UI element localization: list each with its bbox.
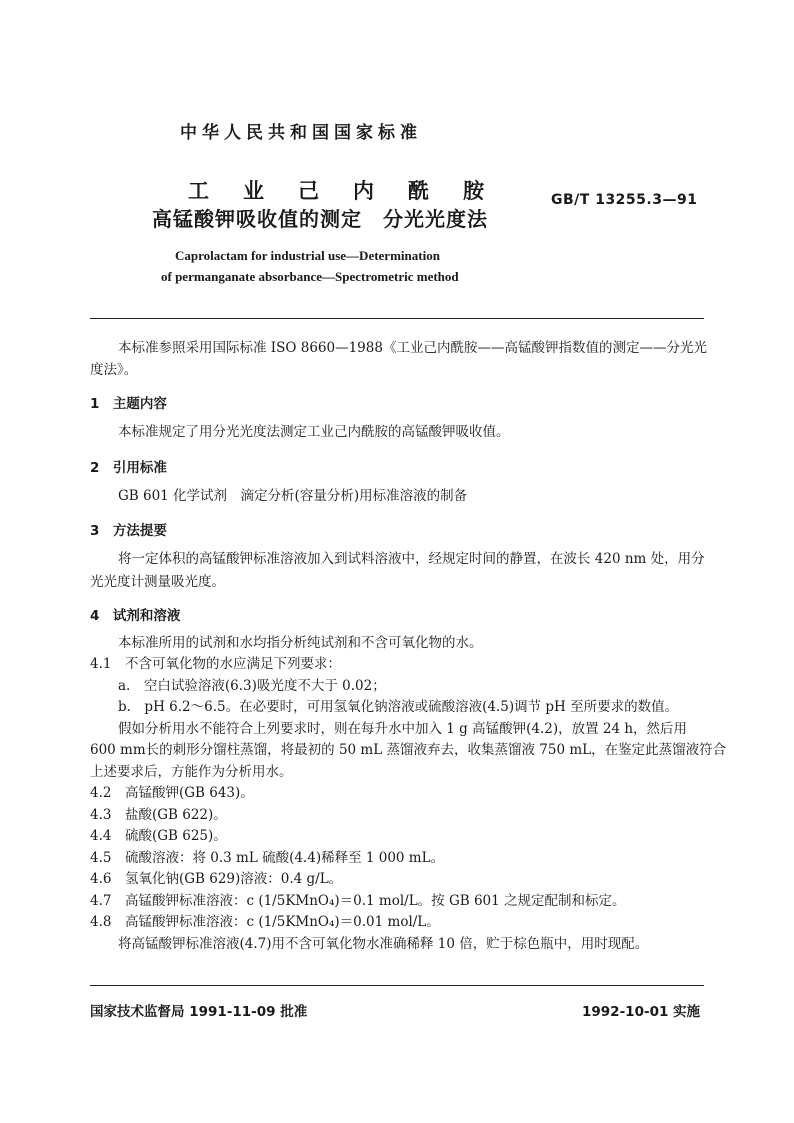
clause-4-8-note: 将高锰酸钾标准溶液(4.7)用不含可氧化物水准确稀释 10 倍，贮于棕色瓶中，用时现配。 [118, 936, 649, 952]
clause-4-1: 4.1 不含可氧化物的水应满足下列要求： [90, 656, 341, 672]
implementation-date: 1992-10-01 实施 [582, 1004, 701, 1020]
clause-4-1-paragraph-line2: 600 mm长的刺形分馏柱蒸馏，将最初的 50 mL 蒸馏液弃去，收集蒸馏液 750 mL，在鉴定此蒸馏液符合 [90, 742, 727, 758]
section-1-heading: 1 主题内容 [90, 396, 167, 412]
section-3-line1: 将一定体积的高锰酸钾标准溶液加入到试料溶液中，经规定时间的静置，在波长 420 nm 处，用分 [118, 551, 705, 567]
section-3-line2: 光光度计测量吸光度。 [90, 574, 225, 590]
clause-4-1-paragraph-line1: 假如分析用水不能符合上列要求时，则在每升水中加入 1 g 高锰酸钾(4.2)，放置 24 h，然后用 [118, 721, 688, 737]
clause-4-4: 4.4 硫酸(GB 625)。 [90, 828, 227, 844]
clause-4-1-b: b. pH 6.2～6.5。在必要时，可用氢氧化钠溶液或硫酸溶液(4.5)调节 pH 至所要求的数值。 [118, 699, 679, 715]
approval-date: 国家技术监督局 1991-11-09 批准 [90, 1004, 308, 1020]
intro-line2: 度法》。 [90, 362, 138, 378]
title-cn-line1: 工业己内酰胺 [188, 179, 518, 203]
section-2-text: GB 601 化学试剂 滴定分析(容量分析)用标准溶液的制备 [118, 488, 468, 504]
national-standard-heading: 中华人民共和国国家标准 [180, 123, 422, 143]
clause-4-8: 4.8 高锰酸钾标准溶液：c (1/5KMnO₄)＝0.01 mol/L。 [90, 914, 440, 930]
clause-4-7: 4.7 高锰酸钾标准溶液：c (1/5KMnO₄)＝0.1 mol/L。按 GB 601 之规定配制和标定。 [90, 893, 626, 909]
bottom-divider [90, 985, 704, 986]
section-4-heading: 4 试剂和溶液 [90, 608, 181, 624]
section-1-text: 本标准规定了用分光光度法测定工业己内酰胺的高锰酸钾吸收值。 [118, 424, 510, 440]
standard-code: GB/T 13255.3—91 [551, 192, 698, 208]
title-cn-line2: 高锰酸钾吸收值的测定 分光光度法 [152, 207, 488, 231]
title-en-line2: of permanganate absorbance—Spectrometric method [161, 269, 459, 284]
intro-line1: 本标准参照采用国际标准 ISO 8660—1988《工业己内酰胺——高锰酸钾指数值的测定——分光光 [118, 340, 707, 356]
clause-4-5: 4.5 硫酸溶液：将 0.3 mL 硫酸(4.4)稀释至 1 000 mL。 [90, 850, 445, 866]
title-en-line1: Caprolactam for industrial use—Determination [175, 248, 440, 263]
clause-4-2: 4.2 高锰酸钾(GB 643)。 [90, 785, 254, 801]
clause-4-6: 4.6 氢氧化钠(GB 629)溶液：0.4 g/L。 [90, 871, 343, 887]
clause-4-1-a: a. 空白试验溶液(6.3)吸光度不大于 0.02； [118, 678, 386, 694]
clause-4-3: 4.3 盐酸(GB 622)。 [90, 807, 227, 823]
section-4-intro: 本标准所用的试剂和水均指分析纯试剂和不含可氧化物的水。 [118, 635, 483, 651]
clause-4-1-paragraph-line3: 上述要求后，方能作为分析用水。 [90, 764, 293, 780]
section-3-heading: 3 方法提要 [90, 523, 167, 539]
top-divider [90, 318, 704, 319]
section-2-heading: 2 引用标准 [90, 460, 167, 476]
